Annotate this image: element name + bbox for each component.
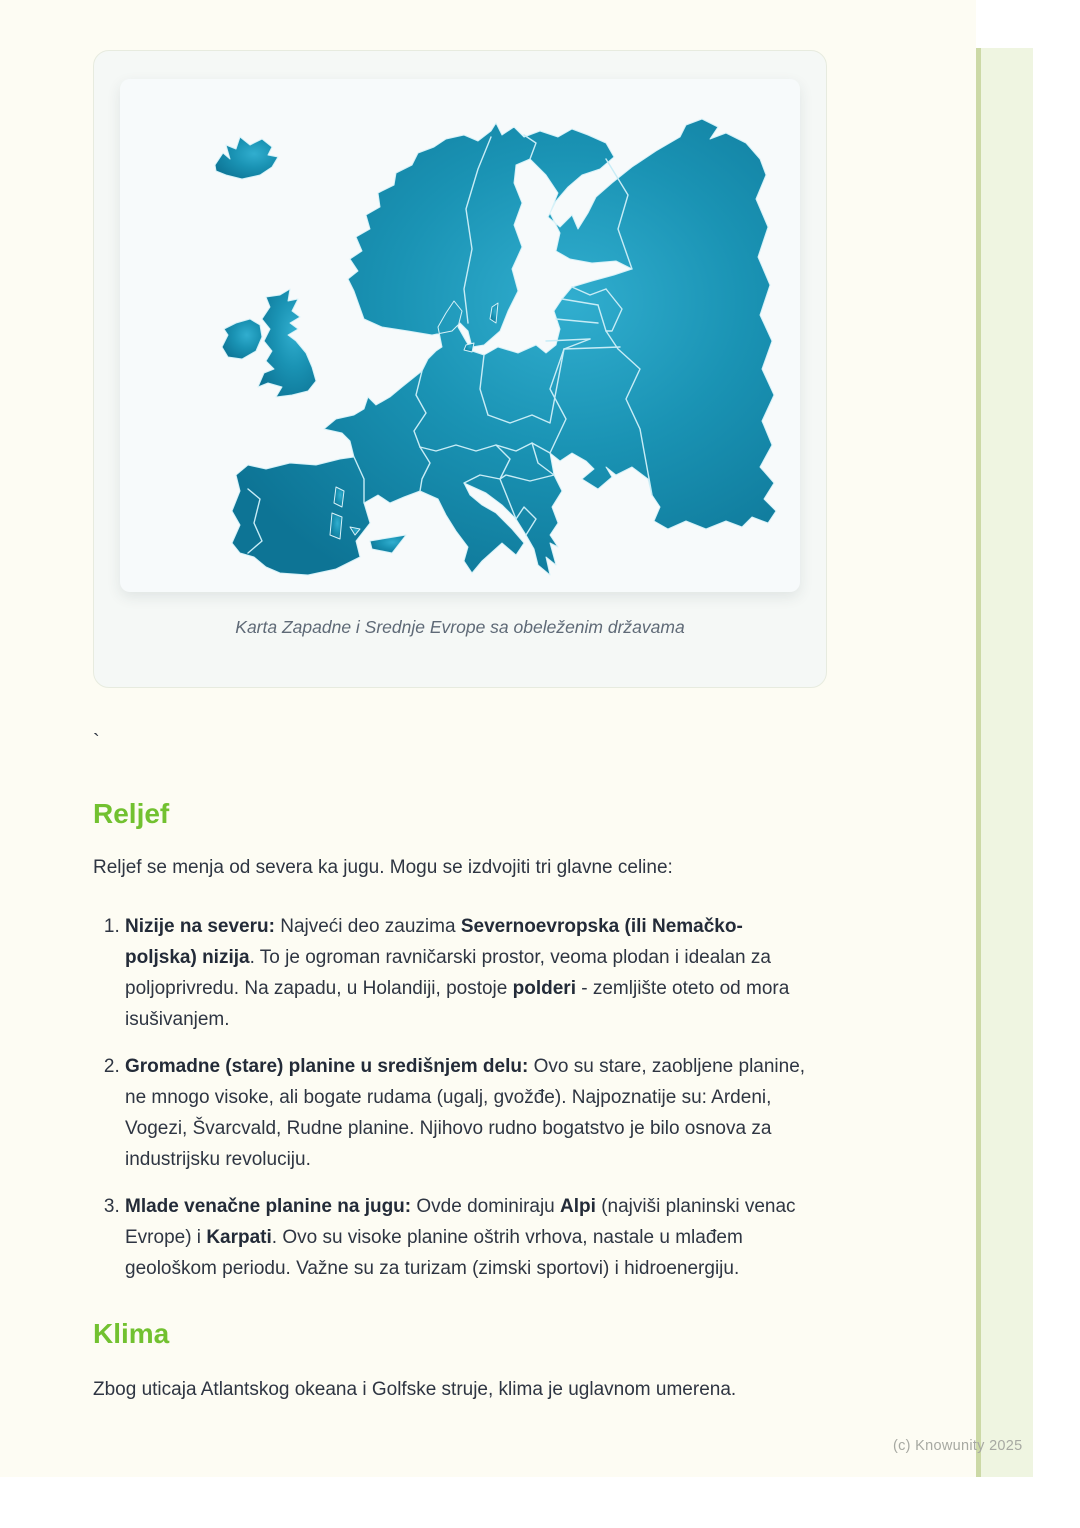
great-britain-shape [258, 289, 316, 397]
iceland-shape [215, 137, 278, 179]
klima-paragraph: Zbog uticaja Atlantskog okeana i Golfske struje, klima je uglavnom umerena. [93, 1379, 737, 1400]
relief-list-item-3: 3. Mlade venačne planine na jugu: Ovde dominiraju Alpi (najviši planinski venac Evrope) i Karpati. Ovo su visoke planine oštrih vrhova, nastale u mlađem geološkom periodu. Važne su za turizam (zimski sportovi) i hidroenergiju. [125, 1191, 813, 1284]
sicily-shape [370, 535, 406, 553]
copyright-watermark: (c) Knowunity 2025 [893, 1438, 1023, 1454]
map-card [93, 50, 827, 688]
section-heading-relief: Reljef [93, 798, 170, 829]
europe-map-icon [120, 79, 800, 592]
stray-backtick: ` [93, 731, 100, 753]
map-image-frame [120, 79, 800, 592]
side-stripe [976, 48, 1033, 1477]
document-content [93, 797, 813, 1405]
relief-list [93, 911, 813, 1284]
relief-intro-paragraph: Reljef se menja od severa ka jugu. Mogu se izdvojiti tri glavne celine: [93, 857, 673, 878]
relief-list-item-2: 2. Gromadne (stare) planine u središnjem delu: Ovo su stare, zaobljene planine, ne mnogo visoke, ali bogate rudama (ugalj, gvožđe). Najpoznatije su: Ardeni, Vogezi, Švarcvald, Rudne planine. Njihovo rudno bogatstvo je bilo osnova za industrijsku revoluciju. [125, 1051, 813, 1175]
ireland-shape [222, 319, 262, 359]
corsica-shape [334, 487, 344, 507]
section-heading-klima: Klima [93, 1318, 170, 1349]
map-caption: Karta Zapadne i Srednje Evrope sa obeleženim državama [235, 617, 685, 637]
relief-list-item-1: 1. Nizije na severu: Najveći deo zauzima Severnoevropska (ili Nemačko-poljska) nizija. To je ogroman ravničarski prostor, veoma plodan i idealan za poljoprivredu. Na zapadu, u Holandiji, postoje polderi - zemljište oteto od mora isušivanjem. [125, 911, 813, 1035]
sardinia-shape [330, 513, 342, 539]
mainland-shape [232, 119, 776, 575]
